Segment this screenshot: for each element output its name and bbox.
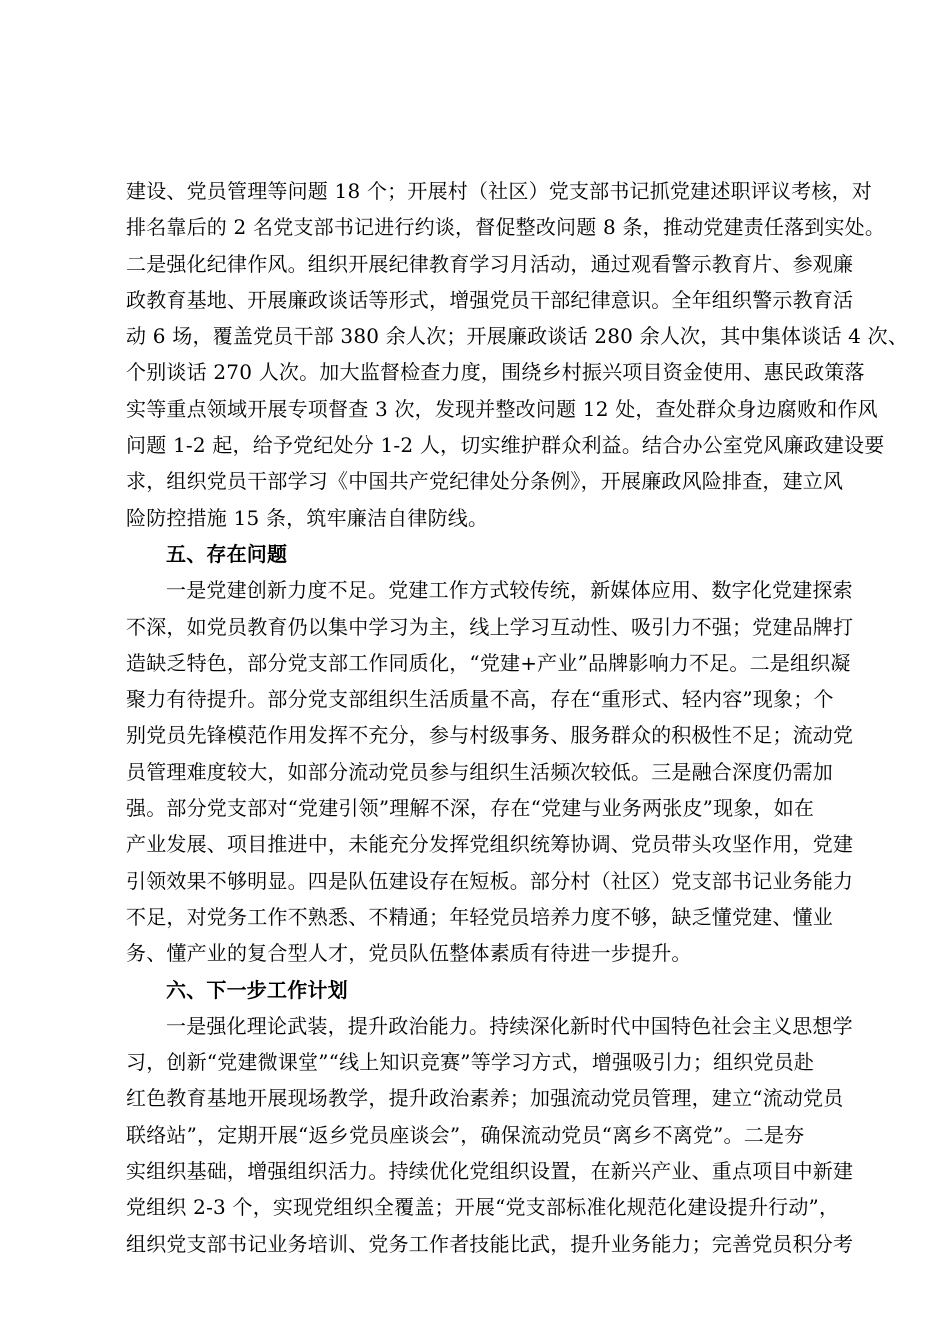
text-line: 建设、党员管理等问题 18 个；开展村（社区）党支部书记抓党建述职评议考核，对: [126, 179, 872, 203]
section-heading: 五、存在问题: [166, 541, 288, 566]
text-line: 习，创新“党建微课堂”“线上知识竞赛”等学习方式，增强吸引力；组织党员赴: [126, 1050, 815, 1075]
document-body: [126, 173, 909, 1262]
text-line: 不足，对党务工作不熟悉、不精通；年轻党员培养力度不够，缺乏懂党建、懂业: [126, 904, 833, 929]
text-line: 产业发展、项目推进中，未能充分发挥党组织统筹协调、党员带头攻坚作用，党建: [126, 832, 854, 857]
section-5: [126, 536, 854, 972]
section-4-continued: [126, 173, 909, 536]
section-6: [126, 972, 854, 1262]
text-line: 联络站”，定期开展“返乡党员座谈会”，确保流动党员“离乡不离党”。二是夯: [126, 1122, 805, 1147]
text-line: 务、懂产业的复合型人才，党员队伍整体素质有待进一步提升。: [126, 941, 692, 966]
text-line: 险防控措施 15 条，筑牢廉洁自律防线。: [126, 505, 489, 530]
text-line: 聚力有待提升。部分党支部组织生活质量不高，存在“重形式、轻内容”现象；个: [126, 687, 834, 712]
text-line: 问题 1-2 起，给予党纪处分 1-2 人，切实维护群众利益。结合办公室党风廉政建设要: [126, 433, 885, 458]
text-line: 红色教育基地开展现场教学，提升政治素养；加强流动党员管理，建立“流动党员: [126, 1086, 844, 1111]
text-line: 动 6 场，覆盖党员干部 380 余人次；开展廉政谈话 280 余人次，其中集体谈话 4 次、: [126, 324, 909, 349]
text-line: 二是强化纪律作风。组织开展纪律教育学习月活动，通过观看警示教育片、参观廉: [126, 251, 854, 276]
text-line: 政教育基地、开展廉政谈话等形式，增强党员干部纪律意识。全年组织警示教育活: [126, 287, 854, 312]
text-line: 员管理难度较大，如部分流动党员参与组织生活频次较低。三是融合深度仍需加: [126, 759, 833, 784]
text-line: 一是党建创新力度不足。党建工作方式较传统，新媒体应用、数字化党建探索: [166, 578, 853, 603]
text-line: 党组织 2-3 个，实现党组织全覆盖；开展“党支部标准化规范化建设提升行动”，: [126, 1195, 840, 1220]
text-line: 引领效果不够明显。四是队伍建设存在短板。部分村（社区）党支部书记业务能力: [126, 868, 854, 893]
text-line: 不深，如党员教育仍以集中学习为主，线上学习互动性、吸引力不强；党建品牌打: [126, 614, 854, 639]
text-line: 别党员先锋模范作用发挥不充分，参与村级事务、服务群众的积极性不足；流动党: [126, 723, 854, 748]
text-line: 一是强化理论武装，提升政治能力。持续深化新时代中国特色社会主义思想学: [166, 1013, 853, 1038]
text-line: 求，组织党员干部学习《中国共产党纪律处分条例》，开展廉政风险排查，建立风: [126, 469, 844, 494]
text-line: 组织党支部书记业务培训、党务工作者技能比武，提升业务能力；完善党员积分考: [126, 1231, 854, 1256]
text-line: 实等重点领域开展专项督查 3 次，发现并整改问题 12 处，查处群众身边腐败和作风: [126, 396, 878, 421]
text-line: 排名靠后的 2 名党支部书记进行约谈，督促整改问题 8 条，推动党建责任落到实处。: [126, 215, 886, 240]
text-line: 实组织基础，增强组织活力。持续优化党组织设置，在新兴产业、重点项目中新建: [126, 1159, 854, 1184]
text-line: 强。部分党支部对“党建引领”理解不深，存在“党建与业务两张皮”现象，如在: [126, 796, 815, 821]
section-heading: 六、下一步工作计划: [166, 977, 348, 1002]
text-line: 造缺乏特色，部分党支部工作同质化，“党建+产业”品牌影响力不足。二是组织凝: [126, 650, 851, 675]
text-line: 个别谈话 270 人次。加大监督检查力度，围绕乡村振兴项目资金使用、惠民政策落: [126, 360, 865, 385]
